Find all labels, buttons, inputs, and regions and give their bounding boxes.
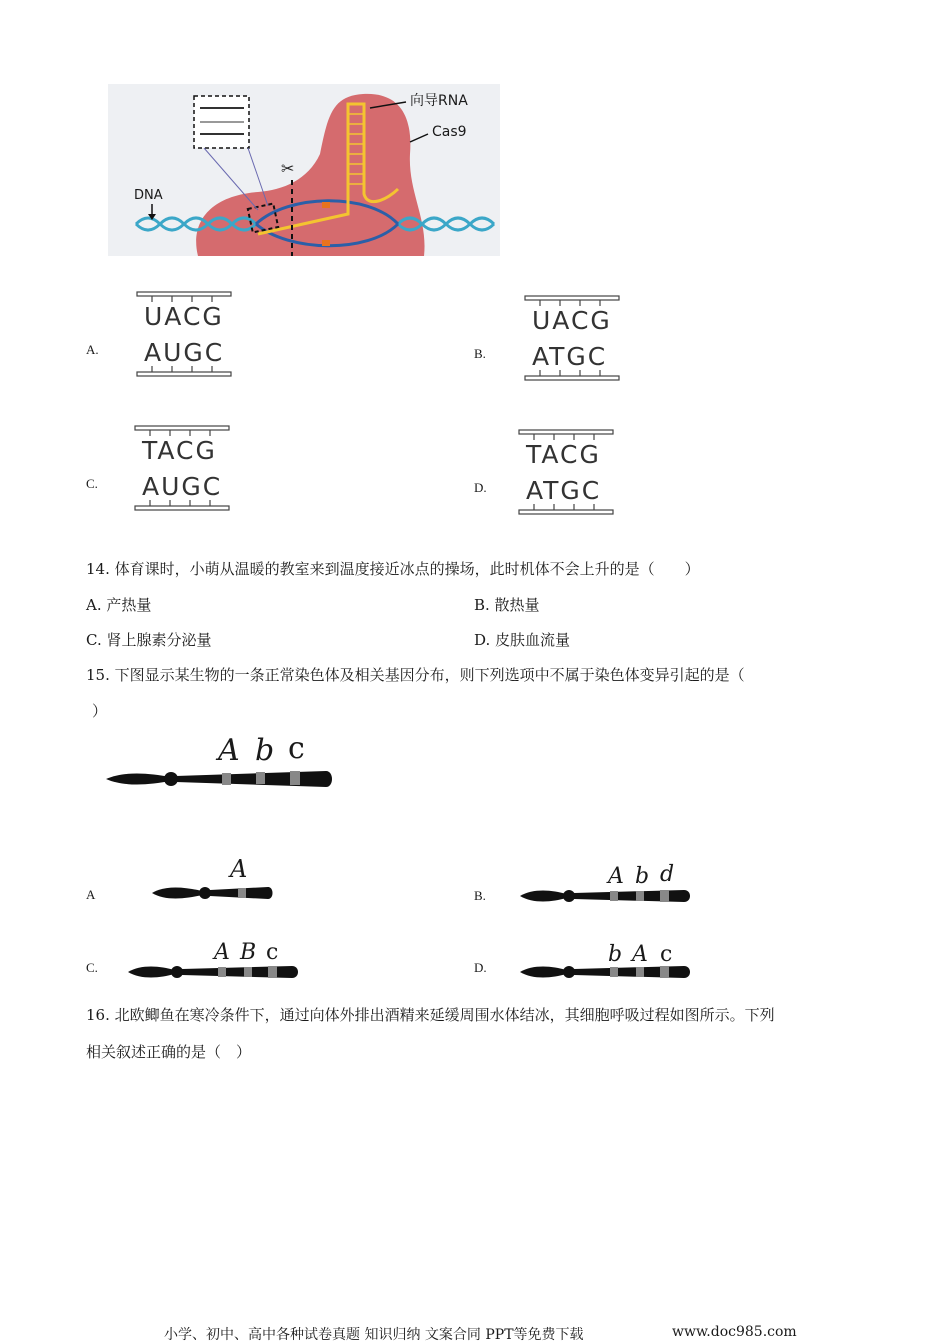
dna-label: DNA <box>134 188 163 203</box>
gene-label-2: B <box>240 940 257 965</box>
option-letter: C. <box>86 476 98 491</box>
bottom-strand-sequence: ATGC <box>526 476 602 505</box>
top-strand-sequence: UACG <box>532 306 612 335</box>
bottom-strand-sequence: ATGC <box>532 342 608 371</box>
cas9-label: Cas9 <box>432 124 467 140</box>
option-letter: B. <box>474 888 486 903</box>
option-c-q13[interactable] <box>86 424 386 516</box>
top-strand-sequence: UACG <box>144 302 224 331</box>
option-letter: B. <box>474 346 486 361</box>
q15-option-c[interactable] <box>86 938 386 988</box>
gene-label-1: A <box>218 733 240 768</box>
gene-label-3: d <box>660 862 675 887</box>
question-14-stem: 14. 体育课时，小萌从温暖的教室来到温度接近冰点的操场，此时机体不会上升的是（ ） <box>86 560 700 578</box>
option-letter: A. <box>86 342 99 357</box>
scissors-icon: ✂ <box>281 159 295 178</box>
option-b-q13[interactable] <box>474 294 774 386</box>
gene-label-1: b <box>608 942 623 967</box>
sequence-panel <box>134 424 230 514</box>
normal-chromosome-figure <box>104 731 344 795</box>
question-16-stem-cont: 相关叙述正确的是（ ） <box>86 1043 252 1061</box>
sequence-panel <box>518 428 614 518</box>
footer-text: 小学、初中、高中各种试卷真题 知识归纳 文案合同 PPT等免费下载 <box>164 1327 584 1343</box>
gene-label-2: b <box>635 864 650 889</box>
sequence-panel <box>136 290 232 380</box>
gene-label-2: b <box>255 733 275 768</box>
q14-option-d[interactable]: D. 皮肤血流量 <box>474 631 571 649</box>
question-16-stem: 16. 北欧鲫鱼在寒冷条件下，通过向体外排出酒精来延缓周围水体结冰，其细胞呼吸过程如图所示。下列 <box>86 1006 775 1024</box>
q14-option-b[interactable]: B. 散热量 <box>474 596 540 614</box>
question-15-stem: 15. 下图显示某生物的一条正常染色体及相关基因分布，则下列选项中不属于染色体变异引起的是（ <box>86 666 745 684</box>
q15-option-b[interactable] <box>474 858 774 908</box>
gene-label-2: A <box>632 942 648 967</box>
guide-rna-label: 向导RNA <box>410 93 468 109</box>
cas9-figure <box>108 84 500 256</box>
gene-label: A <box>230 855 248 883</box>
gene-label-1: A <box>214 940 230 965</box>
top-strand-sequence: TACG <box>142 436 217 465</box>
q15-option-d[interactable] <box>474 938 774 988</box>
bottom-strand-sequence: AUGC <box>142 472 223 501</box>
question-15-stem-cont: ） <box>92 702 108 720</box>
gene-label-3: c <box>266 940 279 965</box>
option-d-q13[interactable] <box>474 428 774 520</box>
chromosome-deletion <box>150 879 280 909</box>
gene-label-3: c <box>660 942 673 967</box>
top-strand-sequence: TACG <box>526 440 601 469</box>
gene-label-1: A <box>608 864 624 889</box>
sequence-panel <box>524 294 620 384</box>
option-a-q13[interactable] <box>86 290 386 382</box>
option-letter: D. <box>474 480 487 495</box>
q14-option-a[interactable]: A. 产热量 <box>86 596 152 614</box>
gene-label-3: c <box>288 731 305 766</box>
bottom-strand-sequence: AUGC <box>144 338 225 367</box>
q15-option-a[interactable] <box>86 855 386 905</box>
q14-option-c[interactable]: C. 肾上腺素分泌量 <box>86 631 212 649</box>
option-letter: D. <box>474 960 487 975</box>
option-letter: C. <box>86 960 98 975</box>
footer-url[interactable]: www.doc985.com <box>672 1324 797 1340</box>
option-letter: A <box>86 887 96 902</box>
